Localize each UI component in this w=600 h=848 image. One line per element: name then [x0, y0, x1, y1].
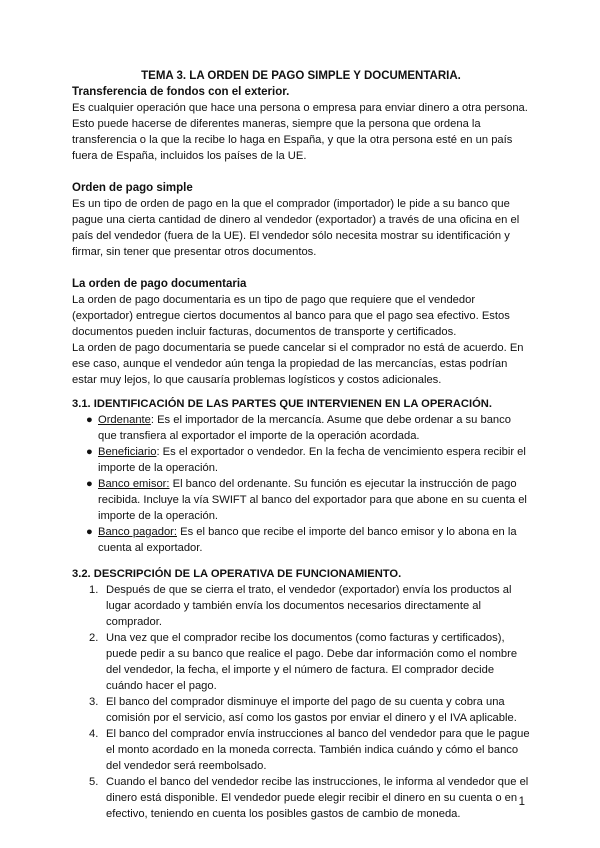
bullet-icon: ●: [86, 526, 93, 538]
orden-simple-heading: Orden de pago simple: [72, 182, 193, 194]
list-item: [72, 630, 530, 694]
step-number: 1.: [89, 584, 99, 596]
list-item: [72, 582, 530, 630]
section-3-1-heading: 3.1. IDENTIFICACIÓN DE LAS PARTES QUE INTERVIENEN EN LA OPERACIÓN.: [72, 398, 492, 410]
list-item: [72, 476, 530, 524]
step-number: 2.: [89, 632, 99, 644]
orden-documentaria-p1: La orden de pago documentaria es un tipo de pago que requiere que el vendedor (exportador) entregue ciertos documentos al banco para que el pago sea efectivo. Estos documentos pueden incluir facturas, documentos de transporte y certificados.: [72, 294, 510, 338]
transferencia-body: Es cualquier operación que hace una persona o empresa para enviar dinero a otra persona. Esto puede hacerse de diferentes maneras, siempre que la persona que ordena la transferencia o la que la recibe lo haga en España, y que la otra persona esté en un país fuera de España, incluidos los países de la UE.: [72, 102, 528, 162]
transferencia-heading: Transferencia de fondos con el exterior.: [72, 86, 290, 98]
party-term: Beneficiario: [98, 446, 157, 458]
parties-list: [72, 412, 530, 556]
party-term: Banco emisor:: [98, 478, 170, 490]
bullet-icon: ●: [86, 446, 93, 458]
document-page: [72, 68, 530, 822]
bullet-icon: ●: [86, 478, 93, 490]
step-text: El banco del comprador envía instrucciones al banco del vendedor para que le pague el monto acordado en la moneda correcta. También indica cuándo y cómo el banco del vendedor será reembolsado.: [106, 728, 530, 772]
orden-simple-body: Es un tipo de orden de pago en la que el comprador (importador) le pide a su banco que pague una cierta cantidad de dinero al vendedor (exportador) a través de una oficina en el país del vendedor (fuera de la UE). El vendedor sólo necesita mostrar su identificación y firmar, sin tener que presentar otros documentos.: [72, 198, 520, 258]
step-text: Después de que se cierra el trato, el vendedor (exportador) envía los productos al lugar acordado y también envía los documentos necesarios directamente al comprador.: [106, 584, 512, 628]
step-number: 5.: [89, 776, 99, 788]
operation-steps-list: [72, 582, 530, 822]
party-desc: El banco del ordenante. Su función es ejecutar la instrucción de pago recibida. Incluye la vía SWIFT al banco del exportador para que abone en su cuenta el importe de la operación.: [98, 478, 527, 522]
party-desc: : Es el importador de la mercancía. Asume que debe ordenar a su banco que transfiera al exportador el importe de la operación acordada.: [98, 414, 511, 442]
orden-documentaria-p2: La orden de pago documentaria se puede cancelar si el comprador no está de acuerdo. En ese caso, aunque el vendedor aún tenga la propiedad de las mercancías, estas podrían estar muy lejos, lo que causaría problemas logísticos y costos adicionales.: [72, 342, 524, 386]
list-item: [72, 726, 530, 774]
party-desc: Es el banco que recibe el importe del banco emisor y lo abona en la cuenta al exportador.: [98, 526, 517, 554]
list-item: [72, 774, 530, 822]
list-item: [72, 524, 530, 556]
orden-documentaria-heading: La orden de pago documentaria: [72, 278, 247, 290]
list-item: [72, 444, 530, 476]
party-desc: : Es el exportador o vendedor. En la fecha de vencimiento espera recibir el importe de la operación.: [98, 446, 526, 474]
bullet-icon: ●: [86, 414, 93, 426]
page-number: 1: [518, 796, 525, 808]
document-title: TEMA 3. LA ORDEN DE PAGO SIMPLE Y DOCUMENTARIA.: [141, 70, 461, 82]
step-number: 3.: [89, 696, 99, 708]
party-term: Banco pagador:: [98, 526, 177, 538]
party-term: Ordenante: [98, 414, 151, 426]
step-text: El banco del comprador disminuye el importe del pago de su cuenta y cobra una comisión por el servicio, así como los gastos por enviar el dinero y el IVA aplicable.: [106, 696, 517, 724]
step-number: 4.: [89, 728, 99, 740]
step-text: Una vez que el comprador recibe los documentos (como facturas y certificados), puede pedir a su banco que realice el pago. Debe dar información como el nombre del vendedor, la fecha, el importe y el número de factura. El comprador decide cuándo hacer el pago.: [106, 632, 518, 692]
section-3-2-heading: 3.2. DESCRIPCIÓN DE LA OPERATIVA DE FUNCIONAMIENTO.: [72, 568, 402, 580]
list-item: [72, 694, 530, 726]
step-text: Cuando el banco del vendedor recibe las instrucciones, le informa al vendedor que el dinero está disponible. El vendedor puede elegir recibir el dinero en su cuenta o en efectivo, teniendo en cuenta los posibles gastos de cambio de moneda.: [106, 776, 529, 820]
list-item: [72, 412, 530, 444]
